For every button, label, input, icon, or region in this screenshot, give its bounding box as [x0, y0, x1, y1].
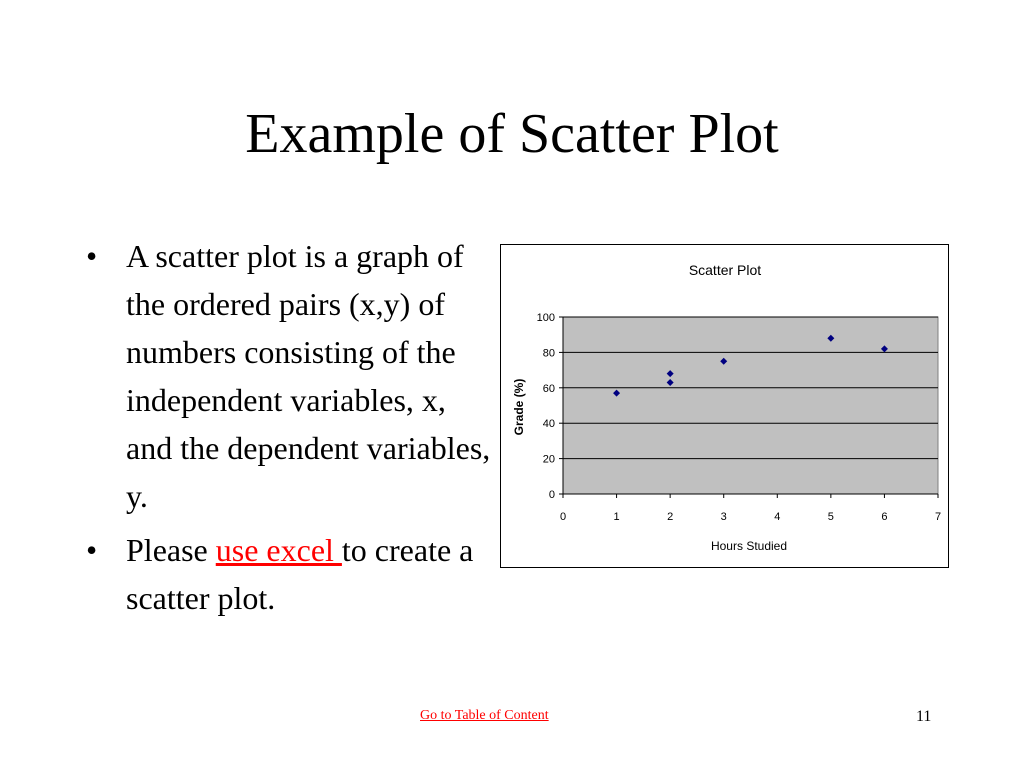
x-tick-label: 5	[827, 511, 834, 523]
y-axis-label: Grade (%)	[512, 378, 526, 436]
y-tick-label: 80	[542, 347, 555, 360]
x-tick-label: 0	[559, 511, 567, 523]
page-number: 11	[916, 708, 932, 725]
table-of-content-link[interactable]: Go to Table of Content	[420, 708, 549, 723]
plot-area	[563, 317, 938, 494]
x-axis-label: Hours Studied	[710, 539, 788, 553]
x-tick-label: 3	[720, 511, 727, 523]
x-tick-label: 1	[613, 511, 620, 523]
x-tick-label: 6	[881, 511, 888, 523]
bullet-text-before: Please	[126, 532, 216, 568]
bullet-item	[82, 232, 492, 520]
y-tick-label: 0	[548, 489, 555, 501]
y-tick-label: 100	[536, 312, 555, 324]
bullet-item	[82, 526, 492, 622]
bullet-list	[82, 232, 492, 628]
scatter-chart	[500, 244, 949, 568]
x-tick-label: 7	[934, 511, 942, 523]
y-tick-label: 60	[542, 382, 555, 395]
chart-svg	[501, 245, 950, 569]
bullet-text: A scatter plot is a graph of the ordered pairs (x,y) of numbers consisting of the independent variables, x, and the dependent variables, y.	[126, 238, 491, 514]
bullet-symbol: •	[86, 532, 98, 568]
chart-title: Scatter Plot	[688, 262, 762, 278]
use-excel-link[interactable]: use excel	[215, 532, 342, 568]
y-tick-label: 20	[542, 453, 555, 466]
slide-title: Example of Scatter Plot	[245, 103, 779, 165]
bullet-symbol: •	[86, 238, 98, 274]
bullet-text-after: to create a scatter plot.	[126, 532, 474, 616]
y-tick-label: 40	[542, 418, 555, 431]
x-tick-label: 2	[667, 511, 674, 523]
x-tick-label: 4	[774, 511, 781, 523]
